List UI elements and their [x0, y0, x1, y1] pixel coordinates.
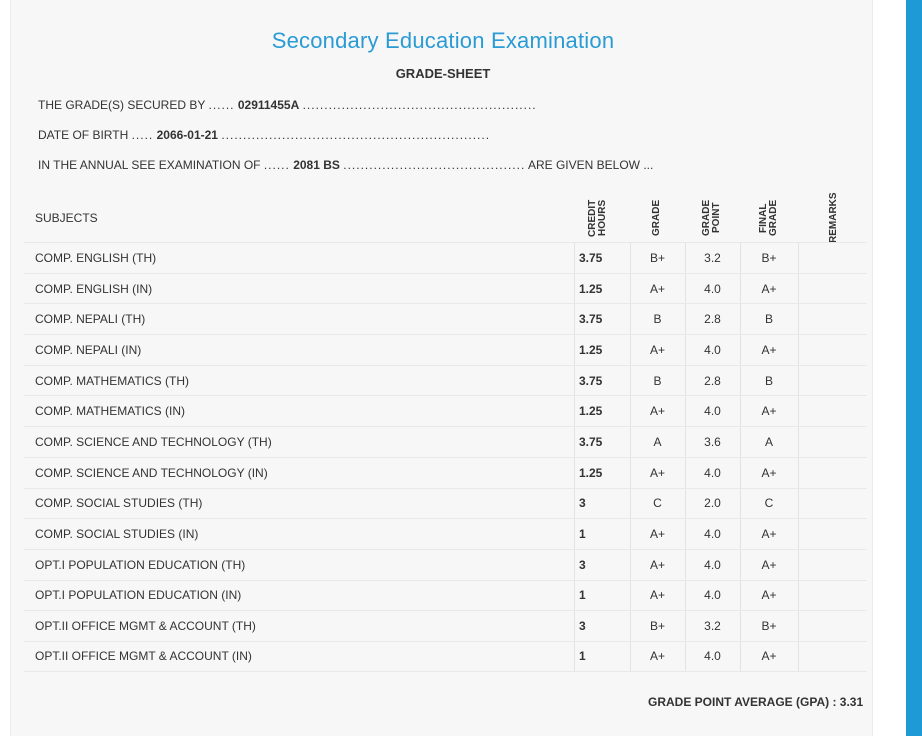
final-grade-cell: B+ [761, 619, 777, 634]
remarks-cell [799, 243, 867, 273]
page-title: Secondary Education Examination [271, 28, 615, 53]
dob-lead-dots: ..... [131, 128, 154, 142]
grade-point-cell: 4.0 [704, 557, 721, 572]
grade-cell: A+ [649, 404, 665, 419]
header-grade: GRADE [651, 199, 662, 237]
credit-hours-cell: 3.75 [579, 250, 603, 265]
subject-cell: COMP. SCIENCE AND TECHNOLOGY (TH) [35, 434, 272, 449]
grade-cell: B [653, 312, 662, 327]
secured-by-line [38, 98, 537, 112]
header-credit-hours: CREDIT HOURS [587, 199, 608, 237]
grade-point-cell: 4.0 [704, 465, 721, 480]
grade-cell: A+ [649, 588, 665, 603]
table-row [24, 365, 867, 396]
subject-cell: COMP. ENGLISH (TH) [35, 250, 157, 265]
grade-cell: A+ [649, 342, 665, 357]
grade-point-cell: 4.0 [704, 342, 721, 357]
table-row [24, 242, 867, 273]
remarks-cell [799, 581, 867, 611]
final-grade-cell: A+ [761, 281, 777, 296]
grade-point-cell: 4.0 [704, 281, 721, 296]
remarks-cell [799, 611, 867, 641]
header-final-grade: FINAL GRADE [758, 199, 779, 237]
grade-cell: B+ [649, 250, 665, 265]
remarks-cell [799, 489, 867, 519]
table-row [24, 273, 867, 304]
table-row [24, 395, 867, 426]
final-grade-cell: A+ [761, 557, 777, 572]
grade-cell: A [653, 434, 662, 449]
subject-cell: OPT.I POPULATION EDUCATION (IN) [35, 588, 242, 603]
grade-cell: A+ [649, 557, 665, 572]
final-grade-cell: A+ [761, 588, 777, 603]
subject-cell: COMP. NEPALI (IN) [35, 342, 142, 357]
grade-point-cell: 3.2 [704, 619, 721, 634]
final-grade-cell: A+ [761, 527, 777, 542]
final-grade-cell: A+ [761, 342, 777, 357]
secured-by-label: THE GRADE(S) SECURED BY [38, 98, 206, 112]
credit-hours-cell: 1 [579, 588, 586, 603]
table-row [24, 334, 867, 365]
exam-label: IN THE ANNUAL SEE EXAMINATION OF [38, 158, 261, 172]
credit-hours-cell: 1 [579, 649, 586, 664]
gpa-label: GRADE POINT AVERAGE (GPA) : [648, 695, 837, 709]
final-grade-cell: A+ [761, 649, 777, 664]
table-row [24, 641, 867, 672]
credit-hours-cell: 3.75 [579, 373, 603, 388]
table-row [24, 518, 867, 549]
scrollbar-track[interactable] [906, 0, 922, 736]
final-grade-cell: B [764, 312, 773, 327]
page-subtitle: GRADE-SHEET [395, 66, 491, 81]
remarks-cell [799, 642, 867, 671]
remarks-cell [799, 396, 867, 426]
gpa-value: 3.31 [839, 695, 864, 709]
credit-hours-cell: 1.25 [579, 342, 603, 357]
grade-point-cell: 2.0 [704, 496, 721, 511]
symbol-number: 02911455A [237, 98, 300, 112]
subject-cell: OPT.II OFFICE MGMT & ACCOUNT (IN) [35, 649, 252, 664]
table-row [24, 610, 867, 641]
grade-cell: B [653, 373, 662, 388]
table-row [24, 303, 867, 334]
final-grade-cell: A+ [761, 404, 777, 419]
subject-cell: COMP. MATHEMATICS (TH) [35, 373, 189, 388]
table-row [24, 580, 867, 611]
grade-cell: A+ [649, 465, 665, 480]
credit-hours-cell: 3.75 [579, 434, 603, 449]
remarks-cell [799, 335, 867, 365]
remarks-cell [799, 304, 867, 334]
gpa-line [648, 695, 863, 709]
grade-point-cell: 4.0 [704, 588, 721, 603]
subject-cell: COMP. MATHEMATICS (IN) [35, 404, 185, 419]
subject-cell: COMP. NEPALI (TH) [35, 312, 146, 327]
credit-hours-cell: 3 [579, 557, 586, 572]
subject-cell: OPT.I POPULATION EDUCATION (TH) [35, 557, 246, 572]
subject-cell: COMP. SOCIAL STUDIES (TH) [35, 496, 203, 511]
table-row [24, 457, 867, 488]
credit-hours-cell: 1.25 [579, 404, 603, 419]
credit-hours-cell: 1.25 [579, 465, 603, 480]
credit-hours-cell: 3 [579, 496, 586, 511]
credit-hours-cell: 1 [579, 527, 586, 542]
dob-value: 2066-01-21 [156, 128, 218, 142]
dob-trail-dots: .............................................................. [221, 128, 491, 142]
grade-cell: A+ [649, 649, 665, 664]
remarks-cell [799, 550, 867, 580]
secured-by-trail-dots: ...................................................... [302, 98, 537, 112]
final-grade-cell: C [764, 496, 774, 511]
remarks-cell [799, 458, 867, 488]
grade-point-cell: 4.0 [704, 527, 721, 542]
grade-point-cell: 2.8 [704, 312, 721, 327]
credit-hours-cell: 3 [579, 619, 586, 634]
header-subjects: SUBJECTS [35, 211, 98, 225]
exam-line [38, 158, 653, 172]
remarks-cell [799, 427, 867, 457]
header-grade-point: GRADE POINT [701, 199, 722, 237]
secured-by-lead-dots: ...... [208, 98, 235, 112]
credit-hours-cell: 3.75 [579, 312, 603, 327]
remarks-cell [799, 366, 867, 396]
grade-point-cell: 3.6 [704, 434, 721, 449]
exam-trail-dots: .......................................... [343, 158, 526, 172]
grade-cell: A+ [649, 281, 665, 296]
grade-cell: B+ [649, 619, 665, 634]
subject-cell: OPT.II OFFICE MGMT & ACCOUNT (TH) [35, 619, 256, 634]
final-grade-cell: A+ [761, 465, 777, 480]
remarks-cell [799, 519, 867, 549]
subject-cell: COMP. ENGLISH (IN) [35, 281, 153, 296]
exam-year: 2081 BS [293, 158, 340, 172]
grade-point-cell: 4.0 [704, 404, 721, 419]
exam-lead-dots: ...... [263, 158, 290, 172]
subject-cell: COMP. SCIENCE AND TECHNOLOGY (IN) [35, 465, 268, 480]
dob-label: DATE OF BIRTH [38, 128, 129, 142]
grade-point-cell: 4.0 [704, 649, 721, 664]
grade-cell: C [653, 496, 662, 511]
given-below-label: ARE GIVEN BELOW ... [527, 158, 654, 172]
grade-point-cell: 2.8 [704, 373, 721, 388]
grade-point-cell: 3.2 [704, 250, 721, 265]
subject-cell: COMP. SOCIAL STUDIES (IN) [35, 527, 199, 542]
table-row [24, 426, 867, 457]
final-grade-cell: B+ [761, 250, 777, 265]
grade-cell: A+ [649, 527, 665, 542]
table-row [24, 549, 867, 580]
grades-table [24, 242, 867, 672]
final-grade-cell: B [764, 373, 773, 388]
header-remarks: REMARKS [828, 192, 839, 244]
credit-hours-cell: 1.25 [579, 281, 603, 296]
final-grade-cell: A [764, 434, 773, 449]
table-row [24, 488, 867, 519]
remarks-cell [799, 274, 867, 304]
dob-line [38, 128, 490, 142]
